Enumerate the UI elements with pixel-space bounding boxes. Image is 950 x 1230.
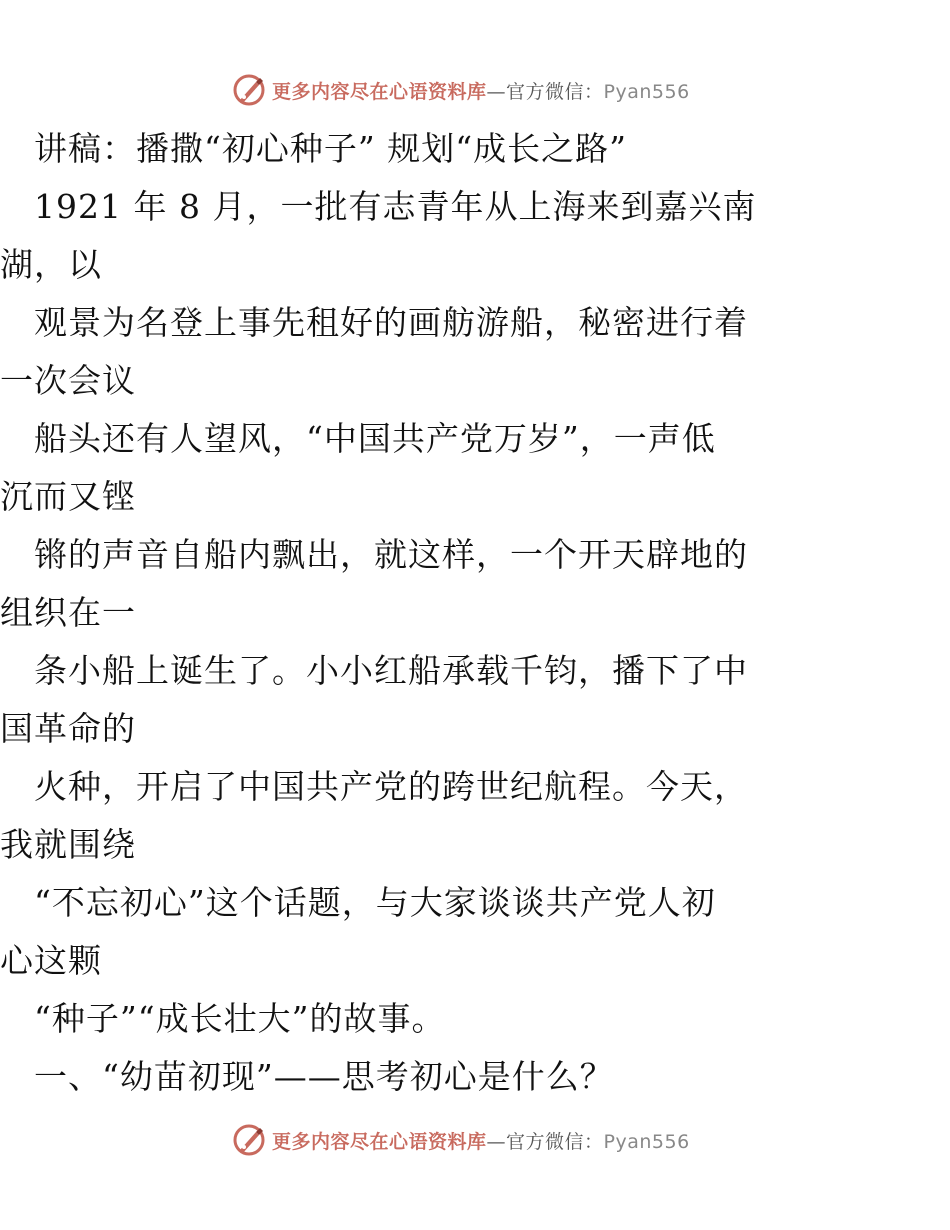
doc-line-3: 湖，以 [0, 245, 102, 284]
banner-wechat-label: 官方微信： [506, 1130, 604, 1153]
footer-banner [0, 1120, 950, 1160]
banner-dash: — [486, 80, 507, 103]
doc-line-13: 我就围绕 [0, 825, 136, 864]
doc-line-7: 沉而又铿 [0, 477, 136, 516]
banner-content [232, 70, 690, 110]
pen-logo-icon [232, 1123, 266, 1157]
doc-line-4: 观景为名登上事先租好的画舫游船，秘密进行着 [0, 303, 748, 342]
banner-wechat-label: 官方微信： [506, 80, 604, 103]
doc-line-10: 条小船上诞生了。小小红船承载千钧，播下了中 [0, 651, 748, 690]
banner-wechat-id: Pyan556 [603, 80, 690, 103]
doc-line-15: 心这颗 [0, 941, 102, 980]
doc-line-12: 火种，开启了中国共产党的跨世纪航程。今天， [0, 767, 748, 806]
doc-line-5: 一次会议 [0, 361, 136, 400]
header-banner [0, 70, 950, 110]
banner-dash: — [486, 1130, 507, 1153]
doc-line-16: “种子”“成长壮大”的故事。 [0, 999, 446, 1038]
doc-line-2: 1921 年 8 月，一批有志青年从上海来到嘉兴南 [0, 187, 757, 226]
doc-section-heading: 一、“幼苗初现”——思考初心是什么？ [0, 1057, 614, 1096]
doc-line-6: 船头还有人望风，“中国共产党万岁”，一声低 [0, 419, 716, 458]
banner-wechat-id: Pyan556 [603, 1130, 690, 1153]
banner-content [232, 1120, 690, 1160]
doc-line-9: 组织在一 [0, 593, 136, 632]
doc-line-8: 锵的声音自船内飘出，就这样，一个开天辟地的 [0, 535, 748, 574]
doc-title-line: 讲稿：播撒“初心种子” 规划“成长之路” [0, 129, 627, 168]
doc-line-11: 国革命的 [0, 709, 136, 748]
doc-line-14: “不忘初心”这个话题，与大家谈谈共产党人初 [0, 883, 716, 922]
pen-logo-icon [232, 73, 266, 107]
banner-site-name: 更多内容尽在心语资料库 [272, 80, 487, 103]
banner-site-name: 更多内容尽在心语资料库 [272, 1130, 487, 1153]
